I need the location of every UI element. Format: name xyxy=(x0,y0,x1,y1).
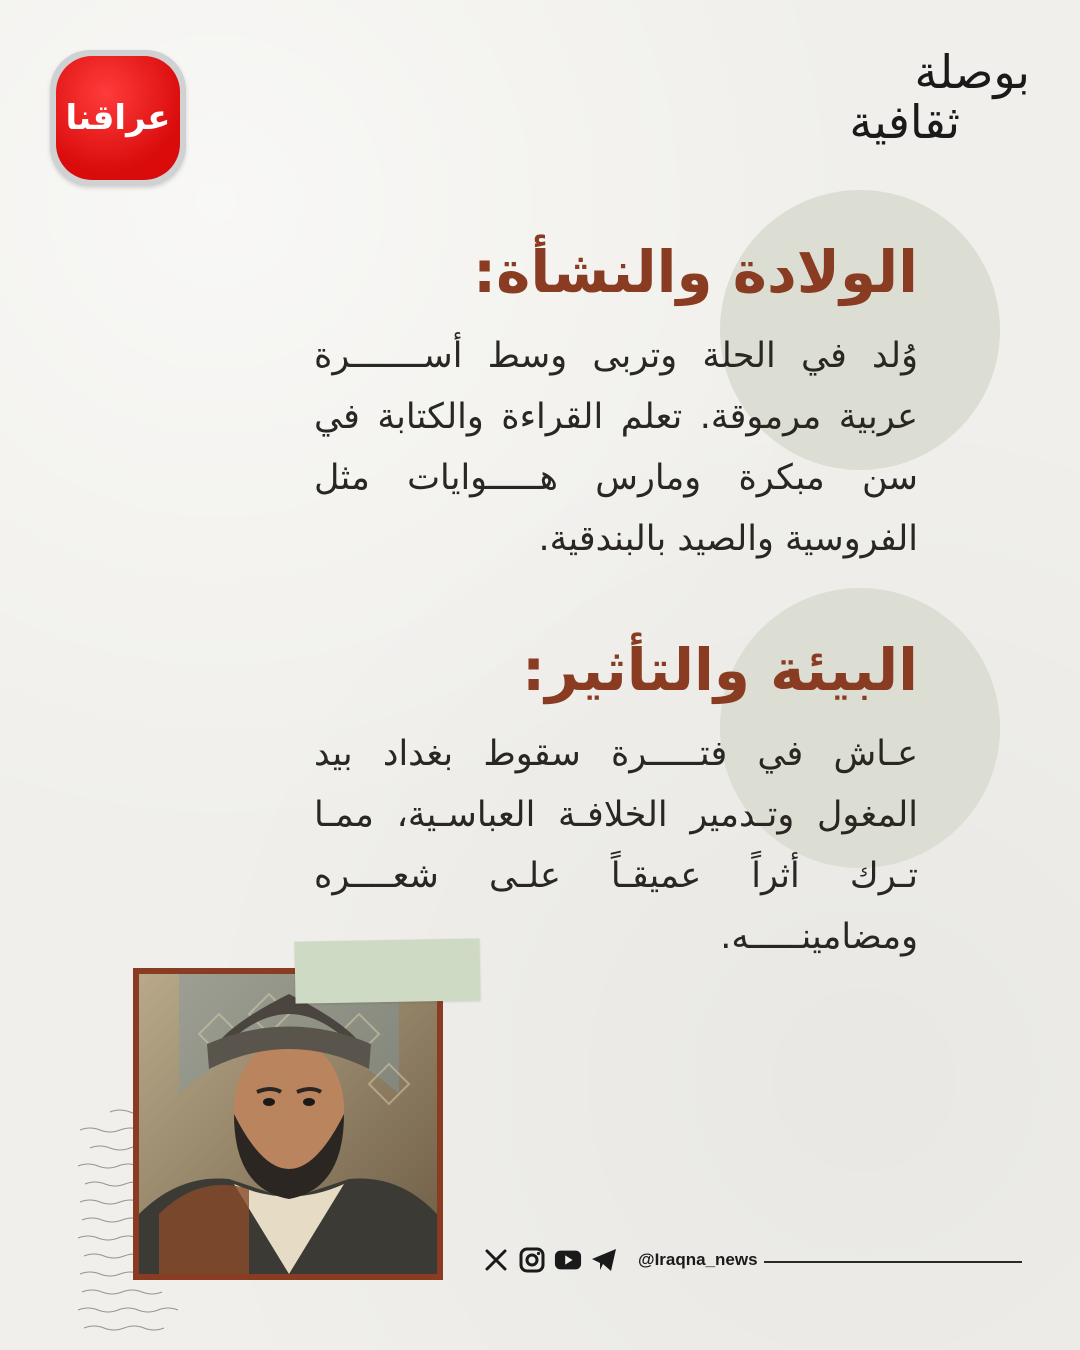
portrait-image xyxy=(139,974,437,1274)
x-icon[interactable] xyxy=(482,1246,510,1274)
series-title xyxy=(830,45,1030,149)
brand-logo[interactable] xyxy=(50,50,186,186)
section-heading-environment: البيئة والتأثير: xyxy=(522,636,918,704)
section-body-birth: وُلد في الحلة وتربى وسط أســـــــرة عربية مرموقة. تعلم القراءة والكتابة في سن مبكرة ومارس هـــــوايات مثل الفروسية والصيد بالبندقية. xyxy=(314,336,918,559)
tape-decoration xyxy=(294,938,480,1003)
social-handle[interactable]: @Iraqna_news xyxy=(638,1250,758,1269)
instagram-icon[interactable] xyxy=(518,1246,546,1274)
section-body-environment: عـاش في فتـــــرة سقوط بغداد بيد المغول وتـدمير الخلافـة العباسـية، ممـا تـرك أثراً عميقـاً علـى شعــــره ومضامينـــــه. xyxy=(314,734,918,957)
section-heading-birth: الولادة والنشأة: xyxy=(472,238,918,306)
social-bar xyxy=(482,1243,758,1277)
brand-logo-badge xyxy=(56,56,180,180)
series-title-line2: ثقافية xyxy=(849,95,960,149)
youtube-icon[interactable] xyxy=(554,1246,582,1274)
divider-line xyxy=(764,1261,1022,1263)
telegram-icon[interactable] xyxy=(590,1246,618,1274)
brand-logo-text: عراقنا xyxy=(65,98,171,138)
series-title-line1: بوصلة xyxy=(914,45,1030,99)
portrait-frame xyxy=(133,968,443,1280)
